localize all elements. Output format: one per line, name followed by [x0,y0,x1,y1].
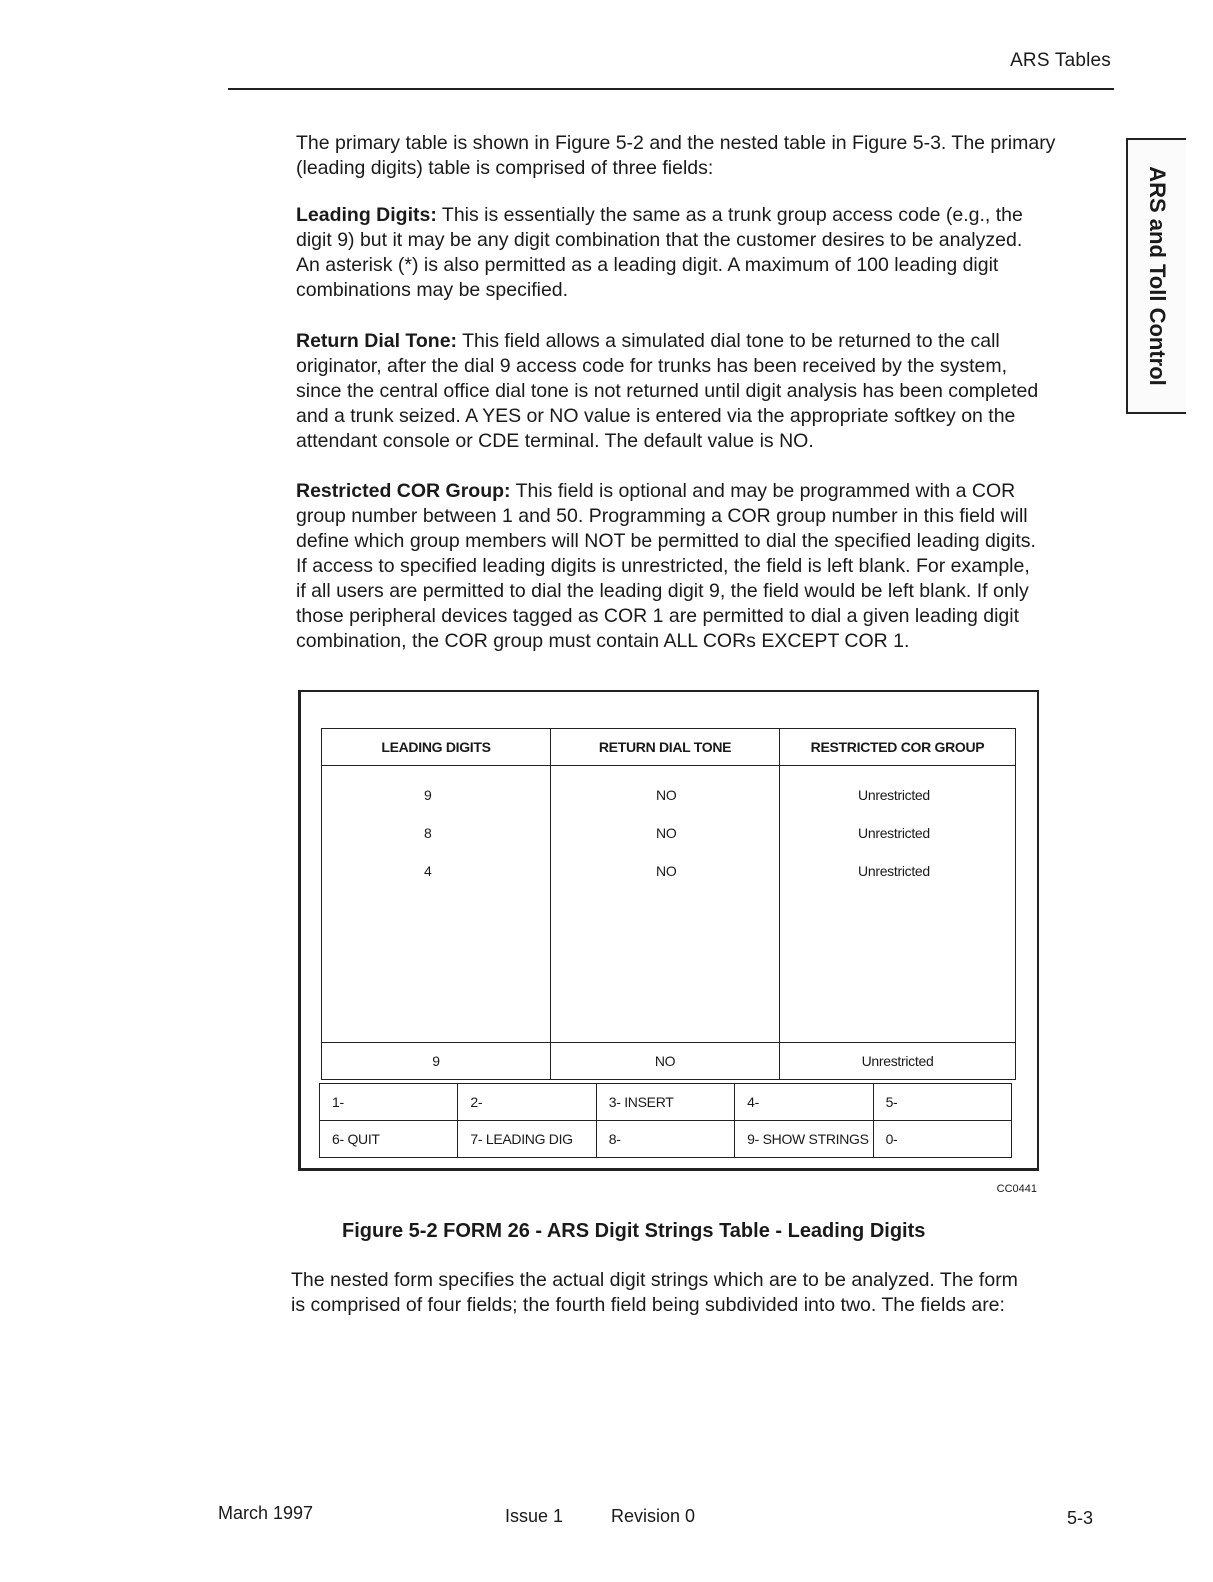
row-2-digits: 8 [424,825,432,841]
running-header: ARS Tables [1010,50,1111,71]
column-header-restricted-cor-group: RESTRICTED COR GROUP [780,729,1016,766]
section-side-tab [1126,138,1186,414]
row-1-digits: 9 [424,787,432,803]
column-header-return-dial-tone: RETURN DIAL TONE [551,729,780,766]
restricted-cor-heading: Restricted COR Group: [296,480,511,502]
row-3-digits: 4 [424,863,432,879]
softkey-0: 0- [873,1121,1011,1158]
softkey-1: 1- [320,1084,458,1121]
form-26-figure [298,690,1039,1171]
restricted-cor-column [780,766,1016,1043]
row-3-cor: Unrestricted [858,863,930,879]
nested-form-paragraph: The nested form specifies the actual digit strings which are to be analyzed. The form is comprised of four fields; the fourth field being subdivided into two. The fields are: [291,1269,1018,1316]
return-dial-tone-paragraph: Return Dial Tone: This field allows a simulated dial tone to be returned to the call originator, after the dial 9 access code for trunks has been received by the system, since the central office dial tone is not returned until digit analysis has been completed and a trunk seized. A YES or NO value is entered via the appropriate softkey on the attendant console or CDE terminal. The default value is NO. [296,330,1039,452]
input-leading-digits: 9 [322,1043,551,1080]
restricted-cor-paragraph: Restricted COR Group: This field is optional and may be programmed with a COR group number between 1 and 50. Programming a COR group number in this field will define which group members will NOT be permitted to dial the specified leading digits. If access to specified leading digits is unrestricted, the field is left blank. For example, if all users are permitted to dial the leading digit 9, the field would be left blank. If only those peripheral devices tagged as COR 1 are permitted to dial a given leading digit combination, the COR group must contain ALL CORs EXCEPT COR 1. [296,480,1036,652]
softkey-6-quit: 6- QUIT [320,1121,458,1158]
softkey-3-insert: 3- INSERT [596,1084,734,1121]
input-return-dial-tone: NO [551,1043,780,1080]
return-dial-tone-column [551,766,780,1043]
leading-digits-heading: Leading Digits: [296,204,437,226]
row-2-tone: NO [656,825,677,841]
row-2-cor: Unrestricted [858,825,930,841]
footer-revision: Revision 0 [611,1506,696,1526]
side-tab-label: ARS and Toll Control [1145,166,1170,386]
softkey-9-show-strings: 9- SHOW STRINGS [735,1121,873,1158]
softkey-7-leading-dig: 7- LEADING DIG [458,1121,596,1158]
row-1-tone: NO [656,787,677,803]
column-header-leading-digits: LEADING DIGITS [322,729,551,766]
row-3-tone: NO [656,863,677,879]
page-number: 5-3 [1066,1508,1093,1528]
header-rule [228,88,1114,90]
input-restricted-cor: Unrestricted [780,1043,1016,1080]
leading-digits-column [322,766,551,1043]
softkey-grid [319,1083,1012,1158]
softkey-2: 2- [458,1084,596,1121]
figure-id: CC0441 [996,1183,1037,1195]
return-dial-tone-heading: Return Dial Tone: [296,330,458,352]
leading-digits-paragraph: Leading Digits: This is essentially the same as a trunk group access code (e.g., the digit 9) but it may be any digit combination that the customer desires to be analyzed. An asterisk (*) is also permitted as a leading digit. A maximum of 100 leading digit combinations may be specified. [296,204,1023,301]
intro-paragraph: The primary table is shown in Figure 5-2 and the nested table in Figure 5-3. The primary (leading digits) table is comprised of three fields: [296,132,1056,179]
row-1-cor: Unrestricted [858,787,930,803]
figure-caption: Figure 5-2 FORM 26 - ARS Digit Strings Table - Leading Digits [342,1220,926,1242]
softkey-8: 8- [596,1121,734,1158]
footer-issue: Issue 1 [505,1506,564,1526]
softkey-4: 4- [735,1084,873,1121]
softkey-5: 5- [873,1084,1011,1121]
footer-date: March 1997 [218,1503,314,1523]
leading-digits-table [321,728,1016,1080]
